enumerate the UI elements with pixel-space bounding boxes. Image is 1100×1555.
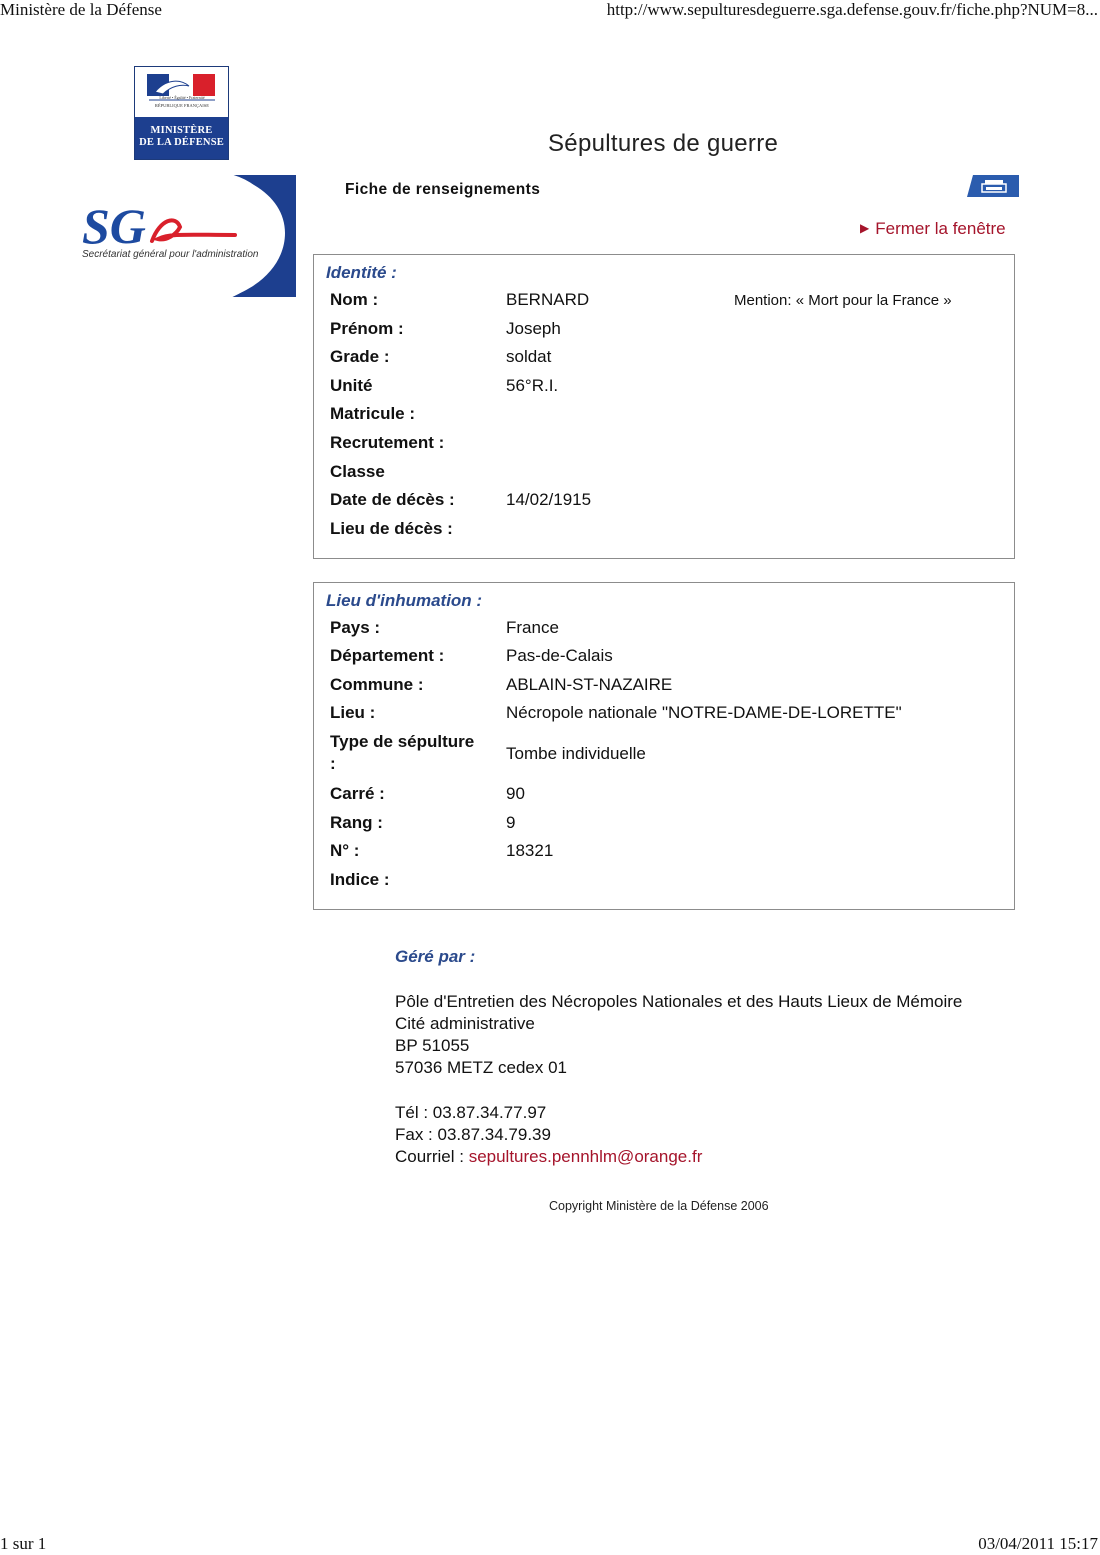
identity-title: Identité : bbox=[326, 263, 397, 282]
burial-field-label: Commune : bbox=[330, 675, 424, 694]
burial-field-value: Tombe individuelle bbox=[506, 744, 646, 763]
address-line-1: Cité administrative bbox=[395, 1014, 535, 1033]
identity-field-value: soldat bbox=[506, 347, 552, 366]
email-link[interactable]: sepultures.pennhlm@orange.fr bbox=[468, 1147, 703, 1166]
print-footer-page: 1 sur 1 bbox=[0, 1534, 47, 1553]
identity-field-label: Nom : bbox=[330, 290, 379, 309]
managed-by-title: Géré par : bbox=[395, 947, 476, 966]
identity-field-label: Date de décès : bbox=[330, 490, 455, 509]
phone-number: Tél : 03.87.34.77.97 bbox=[395, 1103, 547, 1122]
burial-field-label: Rang : bbox=[330, 813, 383, 832]
burial-field-value: 90 bbox=[506, 784, 525, 803]
burial-field-label: Lieu : bbox=[330, 703, 376, 722]
republic-emblem bbox=[135, 67, 228, 117]
mention-text: Mention: « Mort pour la France » bbox=[734, 292, 952, 309]
identity-field-value: BERNARD bbox=[506, 290, 590, 309]
burial-field-value: ABLAIN-ST-NAZAIRE bbox=[506, 675, 673, 694]
triangle-right-icon: ▶ bbox=[860, 221, 870, 235]
motto: Liberté • Égalité • Fraternité bbox=[159, 95, 205, 100]
burial-field-value: Pas-de-Calais bbox=[506, 646, 613, 665]
ministry-logo bbox=[134, 66, 229, 160]
close-window-link[interactable]: ▶ Fermer la fenêtre bbox=[860, 219, 1006, 238]
print-footer-datetime: 03/04/2011 15:17 bbox=[978, 1534, 1098, 1553]
identity-field-value: 14/02/1915 bbox=[506, 490, 592, 509]
copyright: Copyright Ministère de la Défense 2006 bbox=[549, 1199, 769, 1213]
address-line-2: BP 51055 bbox=[395, 1036, 470, 1055]
identity-field-value: 56°R.I. bbox=[506, 376, 559, 395]
email-line bbox=[395, 1147, 702, 1167]
identity-field-label: Prénom : bbox=[330, 319, 404, 338]
sga-tagline: Secrétariat général pour l'administration bbox=[82, 249, 259, 260]
burial-field-label: Type de sépulture bbox=[330, 732, 475, 751]
burial-field-label: Carré : bbox=[330, 784, 385, 803]
identity-field-label: Classe bbox=[330, 462, 385, 481]
fax-number: Fax : 03.87.34.79.39 bbox=[395, 1125, 551, 1144]
sga-logo bbox=[80, 175, 296, 297]
identity-field-label: Matricule : bbox=[330, 404, 416, 423]
identity-field-label: Unité bbox=[330, 376, 373, 395]
site-title: Sépultures de guerre bbox=[548, 130, 779, 157]
print-header-site: Ministère de la Défense bbox=[0, 0, 162, 19]
burial-field-value: France bbox=[506, 618, 559, 637]
ministry-name: MINISTÈRE DE LA DÉFENSE bbox=[135, 117, 228, 159]
print-button[interactable] bbox=[967, 175, 1019, 197]
print-header-url: http://www.sepulturesdeguerre.sga.defense.gouv.fr/fiche.php?NUM=8... bbox=[606, 0, 1098, 19]
burial-field-value: 9 bbox=[506, 813, 516, 832]
burial-panel bbox=[313, 582, 1015, 910]
identity-panel bbox=[313, 254, 1015, 559]
burial-field-label: Indice : bbox=[330, 870, 390, 889]
burial-field-value: 18321 bbox=[506, 841, 554, 860]
republic-label: RÉPUBLIQUE FRANÇAISE bbox=[154, 103, 210, 108]
managing-org: Pôle d'Entretien des Nécropoles Nationales et des Hauts Lieux de Mémoire bbox=[395, 992, 963, 1011]
sheet-title: Fiche de renseignements bbox=[345, 181, 541, 198]
burial-title: Lieu d'inhumation : bbox=[326, 591, 483, 610]
identity-field-value: Joseph bbox=[506, 319, 561, 338]
burial-field-value: Nécropole nationale "NOTRE-DAME-DE-LORETTE" bbox=[506, 703, 902, 722]
email-label: Courriel : bbox=[395, 1147, 469, 1166]
identity-field-label: Recrutement : bbox=[330, 433, 445, 452]
identity-field-label: Grade : bbox=[330, 347, 390, 366]
sga-letters-sg: SG bbox=[82, 198, 146, 254]
address-line-3: 57036 METZ cedex 01 bbox=[395, 1058, 567, 1077]
burial-field-label: Pays : bbox=[330, 618, 381, 637]
printer-icon bbox=[967, 175, 1019, 197]
burial-field-label-continued: : bbox=[330, 754, 336, 773]
burial-field-label: Département : bbox=[330, 646, 445, 665]
identity-field-label: Lieu de décès : bbox=[330, 519, 453, 538]
burial-field-label: N° : bbox=[330, 841, 360, 860]
